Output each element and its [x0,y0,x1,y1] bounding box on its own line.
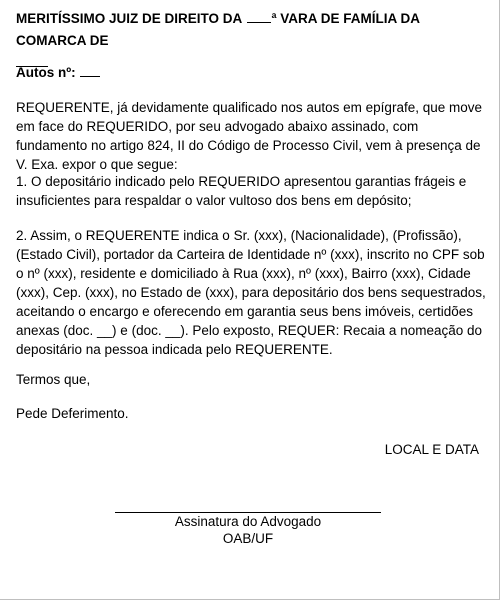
case-number-blank [80,75,100,77]
case-number-label: Autos nº: [16,65,76,80]
case-number [16,64,100,82]
signature-name: Assinatura do Advogado [174,514,322,529]
heading-text-start: MERITÍSSIMO JUIZ DE DIREITO DA [16,11,246,26]
item-2-paragraph: 2. Assim, o REQUERENTE indica o Sr. (xxx), (Nacionalidade), (Profissão), (Estado Civil), portador da Carteira de Identidade nº (xxx), inscrito no CPF sob o nº (xxx), residente e domiciliado à Rua (xxx), nº (xxx), Bairro (xxx), Cidade (xxx), Cep. (xxx), no Estado de (xxx), para depositário dos bens sequestrados, aceitando o encargo e oferecendo em garantia seus bens imóveis, certidões anexas (doc. __) e (doc. __). Pelo exposto, REQUER: Recaia a nomeação do depositário na pessoa indicada pelo REQUERENTE. [16,228,486,357]
item-1-paragraph: 1. O depositário indicado pelo REQUERIDO apresentou garantias frágeis e insuficientes para respaldar o valor vultoso dos bens em depósito; [16,174,467,208]
intro-paragraph: REQUERENTE, já devidamente qualificado nos autos em epígrafe, que move em face do REQUERIDO, por seu advogado abaixo assinado, com fundamento no artigo 824, II do Código de Processo Civil, vem à presença de V. Exa. expor o que segue: [16,100,482,172]
place-and-date: LOCAL E DATA [384,442,479,457]
vara-number-blank [247,21,271,23]
closing-request: Pede Deferimento. [16,406,129,421]
heading-text-end: ª VARA DE FAMÍLIA DA COMARCA DE [16,11,420,48]
signature-oab: OAB/UF [222,531,274,546]
closing-terms: Termos que, [16,372,91,387]
